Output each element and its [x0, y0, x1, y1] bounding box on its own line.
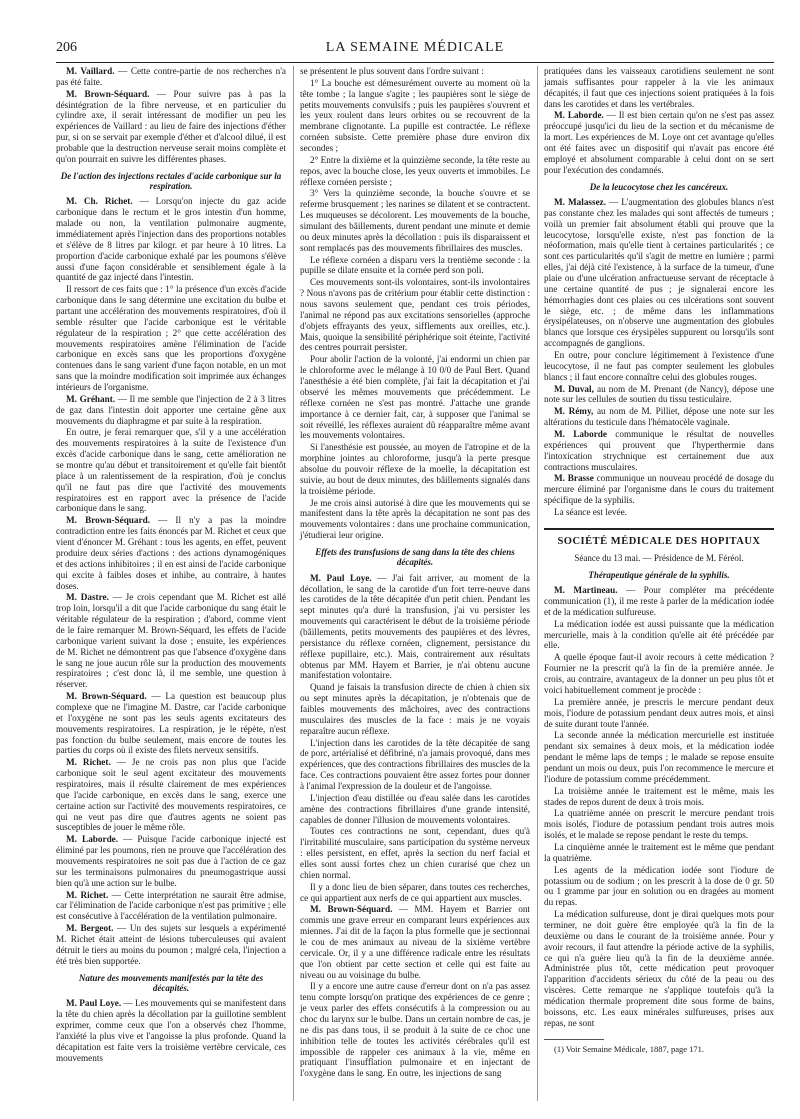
paragraph: La cinquième année le traitement est le même que pendant la quatrième.	[544, 841, 774, 863]
paragraph	[56, 923, 286, 966]
paragraph	[544, 429, 774, 472]
section-heading: Thérapeutique générale de la syphilis.	[588, 569, 730, 580]
speaker-name: M. Bergeot.	[66, 923, 114, 934]
paragraph-text: — Je ne crois pas non plus que l'acide carbonique soit le seul agent excitateur des mouvements respiratoires, mais il résulte clairement de mes expériences que l'acide carbonique, en excès dans le sang, exerce une certaine action sur l'activité des mouvements respiratoires, ce qui ne veut pas dire que d'autres agents ne soient pas susceptibles de jouer le même rôle.	[56, 757, 286, 833]
paragraph-text: — MM. Hayem et Barrier ont commis une grave erreur en comparant leurs expériences aux miennes. J'ai dit de la façon la plus formelle que je sectionnai le cou de mes animaux au niveau de la sixième vertèbre cervicale. Or, il y a une différence radicale entre les résultats que l'on obtient par cette section et celle qui est faite au niveau ou au voisinage du bulbe.	[300, 904, 530, 980]
paragraph	[544, 110, 774, 175]
speaker-name: M. Paul Loye.	[66, 998, 122, 1009]
paragraph-text: au nom de M. Prenant (de Nancy), dépose une note sur les cellules de soutien du tissu testiculaire.	[544, 383, 774, 405]
paragraph	[544, 384, 774, 406]
article-columns	[56, 66, 774, 1101]
section-heading: De l'action des injections rectales d'acide carbonique sur la respiration.	[60, 170, 282, 192]
paragraph: Quand je faisais la transfusion directe de chien à chien six ou sept minutes après la décapitation, je n'obtenais que de faibles mouvements des mâchoires, avec des contractions musculaires des muscles de la face : mais je ne voyais reparaître aucun réflexe.	[300, 682, 530, 736]
paragraph: La première année, je prescris le mercure pendant deux mois, l'iodure de potassium pendant deux autres mois, et ainsi de suite durant toute l'année.	[544, 696, 774, 729]
paragraph-text: — Je crois cependant que M. Richet est allé trop loin, lorsqu'il a dit que l'acide carbonique du sang était le véritable régulateur de la respiration ; d'abord, comme vient de le faire remarquer M. Brown-Séquard, les effets de l'acide carbonique varient suivant la dose ; ensuite, les expériences de M. Richet ne démontrent pas que l'absence d'oxygène dans le sang ne joue aucun rôle sur la production des mouvements respiratoires ; c'est donc là, il me semble, une question à réserver.	[56, 592, 286, 690]
paragraph-text: — J'ai fait arriver, au moment de la décollation, le sang de la carotide d'un fort terre-neuve dans les carotides de la tête décapitée d'un petit chien. Pendant les sept minutes qu'a duré la transfusion, j'ai vu persister les mouvements qui caractérisent le début de la troisième période (bâillements, petits mouvements des paupières et des lèvres, persistance du réflexe cornéen, clignement, persistance du réflexe pupillaire, etc.). Mais, contrairement aux résultats obtenus par MM. Hayem et Barrier, je n'ai obtenu aucune manifestation volontaire.	[300, 572, 530, 681]
paragraph: En outre, je ferai remarquer que, s'il y a une accélération des mouvements respiratoires à la suite de l'existence d'un excès d'acide carbonique dans le sang, cette amélioration ne se montre qu'au début et transitoirement et qu'elle fait bientôt place à un ralentissement de la respiration, d'où je conclus qu'il ne faut pas dire que l'activité des mouvements respiratoires est en rapport avec la présence de l'acide carbonique dans le sang.	[56, 427, 286, 514]
paragraph	[56, 757, 286, 833]
paragraph: La séance est levée.	[554, 507, 627, 517]
paragraph	[544, 197, 774, 349]
paragraph: 2° Entre la dixième et la quinzième seconde, la tête reste au repos, avec la bouche close, les yeux ouverts et immobiles. Le réflexe cornéen persiste ;	[300, 154, 530, 187]
paragraph: pratiquées dans les vaisseaux carotidiens seulement ne sont jamais suffisantes pour rappeler à la vie les animaux décapités, il faut que ces injections soient pratiquées à la fois dans les carotides et dans les vertébrales.	[544, 66, 774, 109]
paragraph	[56, 691, 286, 756]
paragraph	[56, 592, 286, 690]
speaker-name: M. Duval,	[554, 383, 594, 394]
speaker-name: M. Laborde.	[66, 834, 119, 845]
speaker-name: M. Brasse	[554, 473, 594, 484]
paragraph	[56, 394, 286, 427]
running-title: LA SEMAINE MÉDICALE	[325, 40, 505, 55]
paragraph	[300, 904, 530, 980]
speaker-name: M. Laborde.	[554, 110, 604, 121]
paragraph: Il ressort de ces faits que : 1° la présence d'un excès d'acide carbonique dans le sang détermine une excitation du bulbe et partant une accélération des mouvements respiratoires, d'où il semble résulter que l'acide carbonique est le véritable régulateur de la respiration ; 2° que cette accélération des mouvements respiratoires amène l'élimination de l'acide carbonique en excès sans que les proportions d'oxygène contenues dans le sang varient d'une façon notable, en un mot sans que la moindre modification soit imprimée aux échanges intérieurs de l'organisme.	[56, 284, 286, 393]
paragraph: L'injection dans les carotides de la tête décapitée de sang de porc, artérialisé et défibriné, n'a jamais provoqué, dans mes expériences, que des contractions fibrillaires des muscles de la face. Ces contractions pouvaient être assez fortes pour donner à l'animal l'expression de la douleur et de l'angoisse.	[300, 737, 530, 791]
speaker-name: M. Richet.	[66, 889, 109, 900]
paragraph-text: communique un nouveau procédé de dosage du mercure éliminé par l'organisme dans le cours du traitement spécifique de la syphilis.	[544, 473, 774, 506]
paragraph: Pour abolir l'action de la volonté, j'ai endormi un chien par le chloroforme avec le mélange à 10 0/0 de Paul Bert. Quand l'anesthésie a été bien complète, j'ai fait la décapitation et j'ai observé les mêmes mouvements que précédemment. Le réflexe cornéen ne s'est pas montré. J'attache une grande importance à ce dernier fait, car, à supposer que l'animal se soit réveillé, les réflexes auraient dû réapparaître même avant les mouvements volontaires.	[300, 354, 530, 441]
paragraph-text: — L'augmentation des globules blancs n'est pas constante chez les malades qui sont affectés de tumeurs ; voilà un premier fait absolument établi qui prouve que la leucocytose, lorsqu'elle existe, n'est pas fonction de la néoformation, mais qu'elle tient à certaines particularités ; ce sont ces particularités qu'il s'agit de mettre en lumière ; parmi elles, j'ai déjà cité l'existence, à la surface de la tumeur, d'une plaie ou d'une ulcération anfractueuse servant de réceptacle à une certaine quantité de pus ; je signalerai encore les hémorrhagies dont ces plaies ou ces ulcérations sont souvent le siège, etc. ; de même dans les inflammations érysipélateuses, on n'observe une augmentation des globules blancs que lorsque ces érysipèles suppurent ou lorsqu'ils sont accompagnés de ganglions.	[544, 196, 774, 349]
paragraph: La médication sulfureuse, dont je dirai quelques mots pour terminer, ne doit guère être employée qu'à la fin de la deuxième ou dans le courant de la troisième année. Pour y avoir recours, il faut attendre la période active de la syphilis, ce qui n'a guère lieu qu'à la fin de la deuxième année. Administrée plus tôt, cette médication peut provoquer l'apparition d'accidents sérieux du côté de la peau ou des viscères. Cette remarque ne s'applique toutefois qu'à la médication thermale proprement dite sous forme de bains, boissons, etc. Les eaux minérales sulfureuses, prises aux repas, ne sont	[544, 909, 774, 1028]
page-number: 206	[56, 40, 77, 55]
speaker-name: M. Brown-Séquard.	[66, 515, 151, 526]
paragraph-text: communique le résultat de nouvelles expériences qui prouvent que l'hyperthermie dans l'intoxication strychnique est certainement due aux contractions musculaires.	[544, 428, 774, 472]
paragraph-text: — Il n'y a pas la moindre contradiction entre les faits énoncés par M. Richet et ceux que vient d'énoncer M. Gréhant : tous les agents, en effet, peuvent produire deux séries d'actions : des actions dynamogéniques et des actions inhibitoires ; il en est ainsi de l'acide carbonique qui excite à faibles doses et inhibe, au contraire, à hautes doses.	[56, 515, 286, 591]
speaker-name: M. Laborde	[554, 428, 607, 439]
column-2	[293, 66, 530, 1101]
paragraph: se présentent le plus souvent dans l'ordre suivant :	[300, 66, 484, 76]
paragraph: La quatrième année on prescrit le mercure pendant trois mois isolés, l'iodure de potassium pendant trois autres mois isolés, et le malade se repose pendant le reste du temps.	[544, 808, 774, 841]
section-heading: Effets des transfusions de sang dans la tête des chiens décapités.	[315, 546, 515, 568]
speaker-name: M. Brown-Séquard.	[66, 691, 147, 702]
paragraph: 1° La bouche est démesurément ouverte au moment où la tête tombe ; la langue s'agite ; les paupières sont le siège de petits mouvements convulsifs ; puis les paupières s'ouvrent et les yeux roulent dans leurs orbites ou se recouvrent de la membrane clignotante. La pupille est contractée. Le réflexe cornéen subsiste. Cette première phase dure environ dix secondes ;	[300, 77, 530, 154]
speaker-name: M. Rémy,	[554, 406, 594, 417]
paragraph	[56, 834, 286, 888]
paragraph: La médication iodée est aussi puissante que la médication mercurielle, mais à la condition qu'elle ait été précédée par elle.	[544, 618, 774, 651]
society-title: SOCIÉTÉ MÉDICALE DES HOPITAUX	[544, 528, 774, 548]
paragraph: Je me crois ainsi autorisé à dire que les mouvements qui se manifestent dans la tête après la décapitation ne sont pas des mouvements volontaires : dans une prochaine communication, j'étudierai leur origine.	[300, 497, 530, 541]
speaker-name: M. Paul Loye.	[310, 572, 372, 583]
paragraph	[56, 998, 286, 1063]
paragraph	[544, 585, 774, 618]
paragraph-text: — Les mouvements qui se manifestent dans la tête du chien après la décollation par la guillotine semblent exprimer, comme ceux que l'on a observés chez l'homme, l'anxiété la plus vive et l'angoisse la plus profonde. Quand la décapitation est faite vers la troisième vertèbre cervicale, ces mouvements	[56, 998, 286, 1063]
speaker-name: M. Brown-Séquard.	[66, 88, 150, 99]
paragraph: Il y a donc lieu de bien séparer, dans toutes ces recherches, ce qui appartient aux nerfs de ce qui appartient aux muscles.	[300, 881, 530, 903]
paragraph-text: — Cette contre-partie de nos recherches n'a pas été faite.	[56, 66, 286, 87]
paragraph-text: — Cette interprétation ne saurait être admise, car l'élimination de l'acide carbonique n'est pas primitive ; elle est consécutive à l'accélération de la ventilation pulmonaire.	[56, 889, 286, 922]
paragraph-text: — Lorsqu'on injecte du gaz acide carbonique dans le rectum et le gros intestin d'un homme, malade ou non, la ventilation pulmonaire augmente, immédiatement après l'injection dans des proportions notables et s'élève de 8 litres par kilogr. et par heure à 10 litres. La proportion d'acide carbonique exhalé par les poumons s'élève aussi d'une façon considérable et sensiblement égale à la quantité de gaz injecté dans l'intestin.	[56, 196, 286, 283]
paragraph	[300, 573, 530, 682]
paragraph	[544, 473, 774, 506]
section-heading: Nature des mouvements manifestés par la tête des décapités.	[78, 972, 264, 993]
speaker-name: M. Vaillard.	[66, 66, 115, 76]
column-1	[56, 66, 286, 1101]
paragraph-text: — Pour suivre pas à pas la désintégration de la fibre nerveuse, et en particulier du cylindre axe, il serait intéressant de modifier un peu les expériences de Vaillard : au lieu de faire des injections d'éther pur, si on se servait par exemple d'éther et d'alcool dilué, il est probable que la destruction nerveuse serait moins complète et qu'on pourrait en suivre les différentes phases.	[56, 88, 286, 164]
speaker-name: M. Brown-Séquard.	[310, 904, 393, 915]
paragraph-text: au nom de M. Pilliet, dépose une note sur les altérations du testicule dans l'hématocèle vaginale.	[544, 406, 774, 428]
paragraph: Toutes ces contractions ne sont, cependant, dues qu'à l'irritabilité musculaire, sans participation du système nerveux : elles persistent, en effet, après la section du nerf facial et elles sont aussi fortes chez un chien curarisé que chez un chien normal.	[300, 826, 530, 880]
paragraph	[56, 66, 286, 88]
page-header	[56, 38, 774, 63]
speaker-name: M. Gréhant.	[66, 393, 116, 404]
column-3	[537, 66, 774, 1101]
paragraph: La seconde année la médication mercurielle est instituée pendant six semaines à deux mois, et la médication iodée pendant le même laps de temps ; le malade se repose ensuite pendant un mois ou deux, puis l'on recommence le mercure et l'iodure de potassium comme précédemment.	[544, 730, 774, 784]
paragraph-text: — Il est bien certain qu'on ne s'est pas assez préoccupé jusqu'ici du lieu de la section et du mécanisme de la mort. Les expériences de M. Loye ont cet avantage qu'elles ont été faites avec un dispositif qui n'avait pas encore été employé et absolument comparable à celui dont on se sert pour l'exécution des condamnés.	[544, 110, 774, 175]
paragraph	[56, 196, 286, 283]
paragraph-text: — La question est beaucoup plus complexe que ne l'imagine M. Dastre, car l'acide carbonique et l'oxygène ne sont pas les seuls agents excitateurs des mouvements respiratoires. La respiration, je le répète, n'est pas fonction du bulbe seulement, mais encore de toutes les parties du corps où il existe des filets nerveux sensitifs.	[56, 691, 286, 756]
footnote-divider	[544, 1039, 604, 1040]
paragraph: 3° Vers la quinzième seconde, la bouche s'ouvre et se referme brusquement ; les narines se dilatent et se contractent. Les muqueuses se décolorent. Les mouvements de la bouche, simulant des bâillements, durent pendant une minute et demie ou deux minutes après la décollation : puis ils disparaissent et sont remplacés pas des mouvements fibrillaires des muscles.	[300, 188, 530, 253]
footnote: (1) Voir Semaine Médicale, 1887, page 171.	[554, 1043, 705, 1054]
paragraph: Les agents de la médication iodée sont l'iodure de potassium ou de sodium ; on les prescrit à la dose de 0 gr. 50 ou 1 gramme par jour en solution ou en dragées au moment du repas.	[544, 864, 774, 908]
paragraph: En outre, pour conclure légitimement à l'existence d'une leucocytose, il ne faut pas compter seulement les globules blancs ; il faut encore connaître celui des globules rouges.	[544, 349, 774, 382]
speaker-name: M. Malassez.	[554, 196, 607, 207]
paragraph: L'injection d'eau distillée ou d'eau salée dans les carotides amène des contractions fibrillaires d'une grande intensité, capables de donner l'illusion de mouvements volontaires.	[300, 792, 530, 825]
paragraph: Le réflexe cornéen a disparu vers la trentième seconde : la pupille se dilate ensuite et la cornée perd son poli.	[300, 254, 530, 276]
paragraph-text: — Il me semble que l'injection de 2 à 3 litres de gaz dans l'intestin doit apporter une certaine gêne aux mouvements du diaphragme et par suite à la respiration.	[56, 393, 286, 426]
paragraph: Ces mouvements sont-ils volontaires, sont-ils involontaires ? Nous n'avons pas de critérium pour établir cette distinction : nous savons seulement que, pendant ces trois périodes, l'animal ne répond pas aux excitations sensorielles (approche d'objets effrayants des yeux, sifflements aux oreilles, etc.). Mais, quoique la sensibilité périphérique soit éteinte, l'activité des centres pourrait persister.	[300, 277, 530, 353]
paragraph	[56, 515, 286, 591]
speaker-name: M. Richet.	[66, 757, 111, 768]
paragraph-text: — Un des sujets sur lesquels a expérimenté M. Richet était atteint de lésions tuberculeuses qui avaient détruit le tiers au moins du poumon ; malgré cela, l'injection a été très bien supportée.	[56, 923, 286, 966]
speaker-name: M. Martineau.	[554, 585, 618, 596]
paragraph	[56, 89, 286, 165]
paragraph: Si l'anesthésie est poussée, au moyen de l'atropine et de la morphine jointes au chloroforme, jusqu'à la perte presque absolue du pouvoir réflexe de la moelle, la décapitation est suivie, au bout de deux minutes, des bâillements signalés dans la troisième période.	[300, 442, 530, 496]
paragraph: La troisième année le traitement est le même, mais les stades de repos durent de deux à trois mois.	[544, 785, 774, 807]
paragraph: A quelle époque faut-il avoir recours à cette médication ? Fournier ne la prescrit qu'à la fin de la première année. Je crois, au contraire, avantageux de la donner un peu plus tôt et voici habituellement comment je procède :	[544, 652, 774, 695]
paragraph	[56, 890, 286, 923]
session-line: Séance du 13 mai. — Présidence de M. Féréol.	[574, 553, 744, 564]
section-heading: De la leucocytose chez les cancéreux.	[589, 181, 729, 192]
paragraph-text: — Puisque l'acide carbonique injecté est éliminé par les poumons, rien ne prouve que l'accélération des mouvements respiratoires ne soit pas due à l'action de ce gaz sur les terminaisons pulmonaires du pneumogastrique aussi bien qu'à une action sur le bulbe.	[56, 834, 286, 888]
paragraph	[544, 406, 774, 428]
speaker-name: M. Dastre.	[66, 592, 109, 603]
paragraph-text: — Pour compléter ma précédente communication (1), il me reste à parler de la médication iodée et de la médication sulfureuse.	[544, 585, 774, 617]
paragraph: Il y a encore une autre cause d'erreur dont on n'a pas assez tenu compte lorsqu'on pratique des expériences de ce genre ; je veux parler des effets consécutifs à la compression ou au choc du larynx sur le bulbe. Dans un certain nombre de cas, je ne dis pas dans tous, il se produit à la suite de ce choc une inhibition telle de toutes les activités cérébrales qu'il est impossible de rappeler ces animaux à la vie, même en pratiquant l'insufflation pulmonaire et en injectant de l'oxygène dans le sang. En outre, les injections de sang	[300, 981, 530, 1079]
speaker-name: M. Ch. Richet.	[66, 196, 133, 207]
